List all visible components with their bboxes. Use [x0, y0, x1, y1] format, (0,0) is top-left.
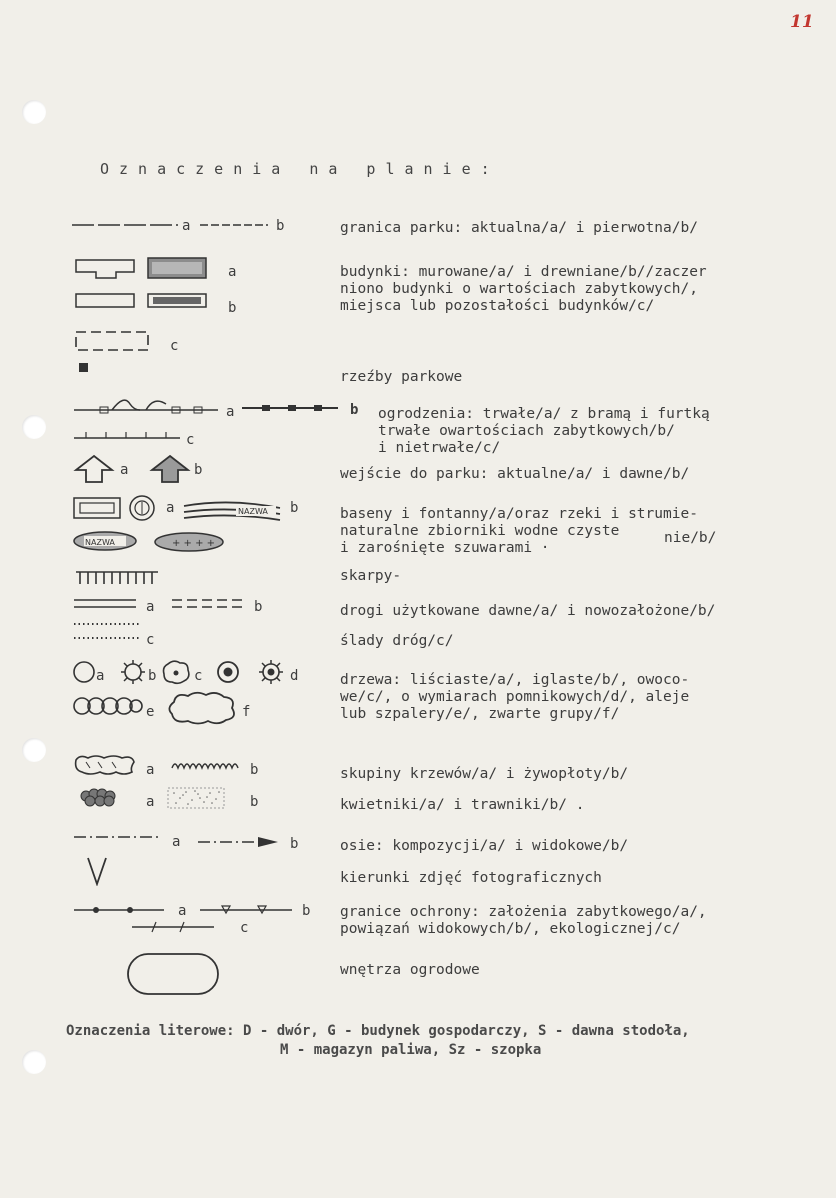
legend-description-water: baseny i fontanny/a/oraz rzeki i strumie- naturalne zbiorniki wodne czyste i zarośnięte szuwarami · [340, 506, 698, 556]
dashed-border-symbol [198, 218, 270, 232]
svg-text:+ + + +: + + + + [172, 538, 216, 549]
legend-description-scarps: skarpy- [340, 568, 402, 584]
historic-building-icon [146, 256, 208, 282]
fountain-icon [128, 494, 156, 522]
historic-fence-symbol [240, 400, 340, 416]
letter-codes-line: Oznaczenia literowe: D - dwór, G - budynek gospodarczy, S - dawna stodoła, [66, 1023, 690, 1039]
border-line-symbol [70, 218, 180, 232]
fruit-tree-icon [160, 658, 192, 686]
legend-letter: b [290, 500, 299, 516]
monument-tree-icon [216, 660, 240, 684]
legend-letter: c [186, 432, 195, 448]
letter-codes-note [66, 1022, 690, 1060]
temporary-fence-symbol [72, 428, 182, 442]
legend-heading: Oznaczenia na planie: [100, 160, 500, 178]
legend-letter: a [146, 762, 155, 778]
legend-letter: a [96, 668, 105, 684]
composition-axis-symbol [72, 830, 164, 844]
new-road-symbol [170, 596, 246, 612]
page-number: 11 [790, 12, 814, 32]
shrub-group-icon [72, 752, 138, 778]
masonry-building-icon [74, 258, 136, 280]
legend-letter: c [146, 632, 155, 648]
view-axis-arrow-symbol [196, 834, 282, 850]
legend-letter: c [194, 668, 203, 684]
used-road-symbol [72, 596, 138, 612]
legend-description-trees: drzewa: liściaste/a/, iglaste/b/, owoco- we/c/, o wymiarach pomnikowych/d/, aleje lub szpalery/e/, zwarte grupy/f/ [340, 672, 690, 722]
conifer-tree-icon [118, 658, 148, 686]
legend-description-interiors: wnętrza ogrodowe [340, 962, 480, 978]
legend-letter: b [290, 836, 299, 852]
river-label: NAZWA [238, 507, 268, 516]
former-building-icon [74, 330, 154, 354]
legend-description-protection: granice ochrony: założenia zabytkowego/a/, powiązań widokowych/b/, ekologicznej/c/ [340, 904, 707, 937]
tree-group-icon [166, 690, 238, 726]
legend-letter: b [302, 903, 311, 919]
letter-codes-line: M - magazyn paliwa, Sz - szopka [280, 1042, 542, 1058]
hedge-icon [170, 758, 244, 774]
legend-letter: b [148, 668, 157, 684]
photo-direction-icon [86, 856, 108, 886]
historic-wooden-building-icon [146, 292, 208, 310]
legend-letter: c [170, 338, 179, 354]
legend-letter: a [182, 218, 191, 234]
legend-letter: a [166, 500, 175, 516]
legend-letter: f [242, 704, 251, 720]
legend-letter: a [228, 264, 237, 280]
legend-description-entrance: wejście do parku: aktualne/a/ i dawne/b/ [340, 466, 690, 482]
pool-icon [72, 496, 122, 520]
former-entrance-arrow-icon [148, 454, 192, 484]
pond-icon [72, 530, 138, 552]
legend-letter: a [146, 599, 155, 615]
legend-letter: b [250, 794, 259, 810]
road-trace-symbol [72, 620, 142, 644]
legend-letter: a [226, 404, 235, 420]
legend-letter: b [194, 462, 203, 478]
legend-description-shrubs: skupiny krzewów/a/ i żywopłoty/b/ [340, 766, 629, 782]
view-protection-border-symbol [198, 902, 294, 918]
scarp-icon [72, 564, 162, 588]
flowerbed-icon [78, 788, 122, 808]
legend-description-water-aside: nie/b/ [664, 530, 717, 546]
legend-description-fences: ogrodzenia: trwałe/a/ z bramą i furtką trwałe owartościach zabytkowych/b/ i nietrwałe/c/ [378, 406, 710, 456]
legend-description-road-traces: ślady dróg/c/ [340, 633, 454, 649]
legend-description-border: granica parku: aktualna/a/ i pierwotna/b/ [340, 220, 698, 236]
legend-description-buildings: budynki: murowane/a/ i drewniane/b//zaczer niono budynki o wartościach zabytkowych/, miejsca lub pozostałości budynków/c/ [340, 264, 707, 314]
legend-letter: b [350, 402, 359, 418]
legend-description-sculptures: rzeźby parkowe [340, 369, 463, 385]
legend-description-axes: osie: kompozycji/a/ i widokowe/b/ [340, 838, 629, 854]
legend-letter: b [254, 599, 263, 615]
legend-description-flowerbeds: kwietniki/a/ i trawniki/b/ . [340, 797, 585, 813]
legend-letter: c [240, 920, 249, 936]
garden-interior-icon [124, 950, 222, 998]
lawn-icon [166, 786, 226, 810]
river-icon [180, 498, 284, 524]
heritage-protection-border-symbol [72, 902, 166, 918]
reed-pond-icon [152, 530, 226, 554]
legend-letter: d [290, 668, 299, 684]
legend-letter: a [146, 794, 155, 810]
tree-alley-icon [72, 694, 144, 718]
legend-letter: a [178, 903, 187, 919]
legend-letter: a [120, 462, 129, 478]
monument-conifer-icon [256, 658, 286, 686]
ecological-protection-border-symbol [130, 920, 216, 934]
legend-description-roads: drogi użytkowane dawne/a/ i nowozałożone/b/ [340, 603, 716, 619]
legend-letter: b [276, 218, 285, 234]
legend-description-photos: kierunki zdjęć fotograficznych [340, 870, 602, 886]
deciduous-tree-icon [72, 660, 96, 684]
current-entrance-arrow-icon [72, 454, 116, 484]
pond-label: NAZWA [85, 538, 115, 547]
legend-letter: a [172, 834, 181, 850]
legend-letter: e [146, 704, 155, 720]
fence-with-gate-symbol [72, 394, 220, 420]
sculpture-icon [78, 362, 90, 374]
legend-letter: b [250, 762, 259, 778]
legend-letter: b [228, 300, 237, 316]
wooden-building-icon [74, 292, 136, 310]
